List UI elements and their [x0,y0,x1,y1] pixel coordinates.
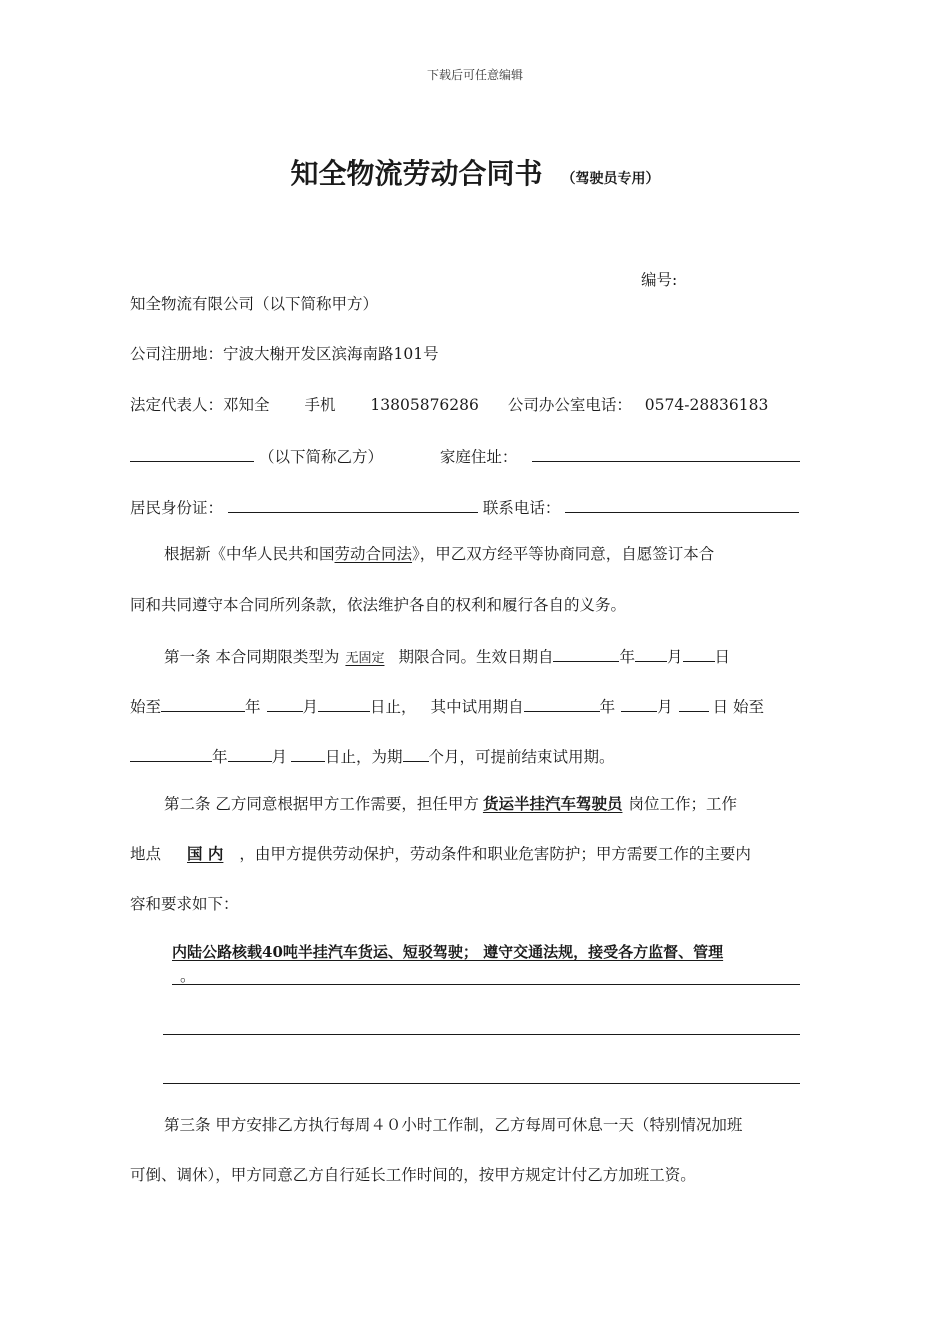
duties-line-2 [163,1034,800,1035]
trial-year-field[interactable] [524,694,600,712]
job-duties-text: 内陆公路核载40吨半挂汽车货运、短驳驾驶； 遵守交通法规，接受各方监督、管理 [172,943,724,961]
year-label: 年 [619,648,635,666]
start-to-label: 始至 [130,698,162,716]
party-b-suffix: （以下简称乙方） [258,448,383,466]
document-title [0,152,950,192]
effective-month-field[interactable] [635,644,667,662]
month-label: 月 [271,748,288,766]
header-note: 下载后可任意编辑 [426,68,523,82]
end-stop-label: 日止， [370,698,417,716]
trial-day-field[interactable] [679,694,709,712]
months-tail-label: 个月，可提前结束试用期。 [428,748,615,766]
contact-label: 联系电话： [482,499,561,517]
month-label: 月 [302,698,319,716]
job-position-value[interactable]: 货运半挂汽车驾驶员 [482,794,623,813]
article-2-line-1 [164,794,737,814]
trial-months-field[interactable] [403,744,429,762]
serial-number-label: 编号: [641,271,678,289]
id-contact-line [130,495,799,518]
article-2-text: ，由甲方提供劳动保护，劳动条件和职业危害防护；甲方需要工作的主要内 [239,845,751,863]
job-duties-end: 。 [180,967,196,985]
article-3-line-1: 第三条 甲方安排乙方执行每周４０小时工作制，乙方每周可休息一天（特别情况加班 [164,1116,743,1134]
effective-day-field[interactable] [683,644,715,662]
title-main: 知全物流劳动合同书 [290,157,543,190]
registered-address: 公司注册地：宁波大榭开发区滨海南路101号 [130,345,439,363]
year-label: 年 [599,698,616,716]
duties-line-3 [163,1083,800,1084]
preamble-line-1 [164,544,714,564]
trial-end-month-field[interactable] [228,744,272,762]
office-tel-label: 公司办公室电话： [507,396,632,414]
mobile-label: 手机 [304,396,336,414]
home-address-field[interactable] [532,444,800,462]
article-2-line-2 [130,844,751,864]
end-month-field[interactable] [267,694,303,712]
trial-end-year-field[interactable] [130,744,212,762]
day-label: 日 [714,648,731,666]
article-2-line-3: 容和要求如下： [130,895,239,913]
id-number-field[interactable] [228,495,478,513]
contract-type-value[interactable]: 无固定 [345,651,385,666]
preamble-text: 根据新《中华人民共和国 [164,545,335,563]
article-3-line-2: 可倒、调休），甲方同意乙方自行延长工作时间的，按甲方规定计付乙方加班工资。 [130,1166,696,1184]
article-2-text: 第二条 乙方同意根据甲方工作需要，担任甲方 [164,795,479,813]
home-address-label: 家庭住址： [439,448,518,466]
day-start-to-label: 日 始至 [712,698,765,716]
work-place-value[interactable]: 国 内 [187,844,224,863]
party-a: 知全物流有限公司（以下简称甲方） [130,295,379,313]
period-label: 日止，为期 [325,748,403,766]
article-1-line-3 [130,744,615,767]
preamble-line-2: 同和共同遵守本合同所列条款，依法维护各自的权利和履行各自的义务。 [130,596,627,614]
trial-end-day-field[interactable] [291,744,325,762]
effective-year-field[interactable] [553,644,619,662]
legal-rep-label: 法定代表人：邓知全 [130,396,270,414]
article-1-line-2 [130,694,764,717]
month-label: 月 [657,698,673,716]
party-b-name-field[interactable] [130,444,254,462]
duties-line-1 [172,984,800,985]
article-2-text: 岗位工作；工作 [628,795,737,813]
article-1-line-1 [164,644,730,669]
legal-representative-line [130,395,768,415]
contact-phone-field[interactable] [565,495,799,513]
year-label: 年 [212,748,228,766]
article-1-text: 第一条 本合同期限类型为 [164,648,340,666]
trial-from-label: 其中试用期自 [430,698,524,716]
mobile-number: 13805876286 [370,396,479,414]
end-year-field[interactable] [161,694,245,712]
year-label: 年 [245,698,261,716]
work-place-label: 地点 [130,845,162,863]
id-label: 居民身份证： [130,499,224,517]
end-day-field[interactable] [318,694,370,712]
labor-law-link: 劳动合同法 [334,545,413,563]
trial-month-field[interactable] [621,694,657,712]
preamble-text: 》，甲乙双方经平等协商同意，自愿签订本合 [412,545,715,563]
month-label: 月 [666,648,683,666]
party-b-line [130,444,800,467]
title-sub: （驾驶员专用） [561,171,660,187]
article-1-text: 期限合同。生效日期自 [398,648,554,666]
office-tel: 0574-28836183 [644,396,769,414]
